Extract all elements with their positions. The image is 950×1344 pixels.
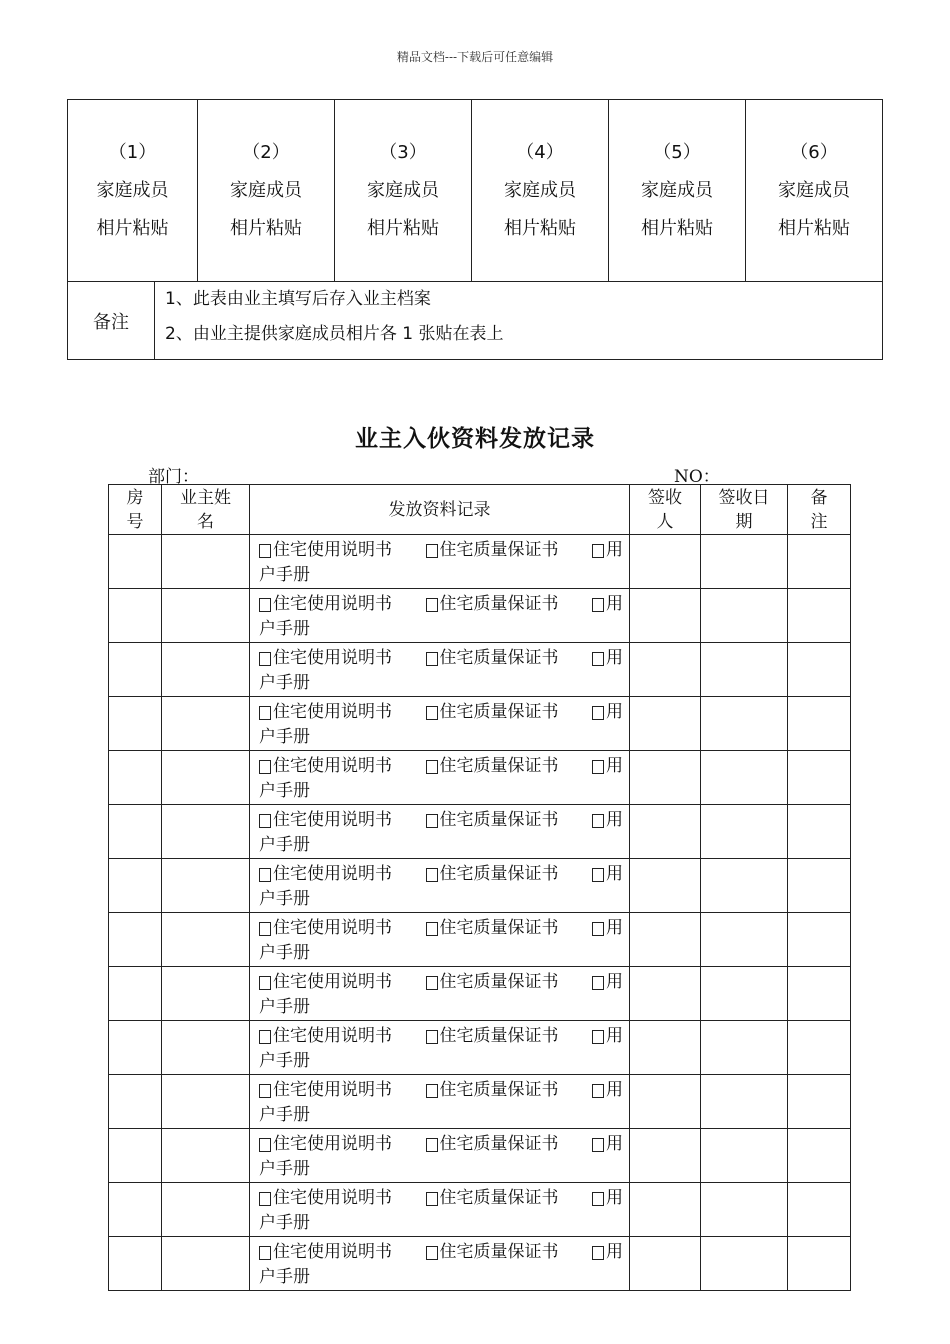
option-label: 住宅质量保证书 (439, 972, 559, 992)
option-handbook[interactable] (592, 700, 623, 725)
table-row (109, 805, 851, 859)
option-label: 用 (606, 810, 623, 830)
signer-cell[interactable] (630, 1237, 701, 1291)
photo-cell-line2: 相片粘贴 (96, 218, 169, 239)
checkbox-icon[interactable] (426, 1246, 438, 1260)
option-warranty[interactable] (426, 808, 559, 833)
issued-materials-cell (250, 967, 630, 1021)
signer-cell[interactable] (630, 1183, 701, 1237)
checkbox-icon[interactable] (259, 760, 271, 774)
signer-cell[interactable] (630, 1129, 701, 1183)
option-label-continued: 户手册 (259, 673, 310, 693)
option-warranty[interactable] (426, 1024, 559, 1049)
checkbox-icon[interactable] (426, 706, 438, 720)
option-label: 住宅质量保证书 (439, 864, 559, 884)
issued-materials-cell (250, 751, 630, 805)
signer-cell[interactable] (630, 589, 701, 643)
remark-cell[interactable] (788, 643, 851, 697)
records-body (109, 535, 851, 1291)
room-number-cell[interactable] (109, 589, 162, 643)
column-header-line2: 期 (735, 511, 753, 532)
option-label: 用 (606, 1134, 623, 1154)
checkbox-icon[interactable] (426, 544, 438, 558)
remark-line-1: 1、此表由业主填写后存入业主档案 (165, 289, 431, 309)
column-header-1 (109, 485, 162, 535)
remark-content (155, 282, 883, 360)
room-number-cell[interactable] (109, 913, 162, 967)
option-warranty[interactable] (426, 1240, 559, 1265)
option-label-continued: 户手册 (259, 1213, 310, 1233)
issued-materials-cell (250, 1129, 630, 1183)
photo-cell-line1: 家庭成员 (230, 180, 302, 201)
option-warranty[interactable] (426, 1078, 559, 1103)
room-number-cell[interactable] (109, 751, 162, 805)
option-label: 住宅使用说明书 (273, 1080, 392, 1100)
option-manual[interactable] (259, 1024, 392, 1049)
sign-date-cell[interactable] (701, 1075, 788, 1129)
column-header-line1: 签收 (648, 487, 682, 508)
owner-name-cell[interactable] (162, 1183, 250, 1237)
remark-cell[interactable] (788, 967, 851, 1021)
room-number-cell[interactable] (109, 535, 162, 589)
photo-cell-line1: 家庭成员 (778, 180, 850, 201)
option-handbook[interactable] (592, 592, 623, 617)
option-handbook[interactable] (592, 646, 623, 671)
option-label: 住宅使用说明书 (273, 810, 392, 830)
department-label: 部门： (148, 467, 199, 487)
checkbox-icon[interactable] (592, 706, 604, 720)
option-label: 住宅质量保证书 (439, 702, 559, 722)
photo-cell-2 (198, 100, 335, 282)
form-title: 业主入伙资料发放记录 (355, 426, 595, 452)
option-warranty[interactable] (426, 754, 559, 779)
table-row (109, 535, 851, 589)
checkbox-icon[interactable] (426, 1084, 438, 1098)
photo-row (68, 100, 883, 282)
column-header-line2: 注 (810, 511, 828, 532)
table-row (109, 967, 851, 1021)
issued-materials-cell (250, 805, 630, 859)
sign-date-cell[interactable] (701, 859, 788, 913)
option-handbook[interactable] (592, 1024, 623, 1049)
owner-name-cell[interactable] (162, 913, 250, 967)
option-label: 住宅质量保证书 (439, 1026, 559, 1046)
photo-cell-1 (68, 100, 198, 282)
sign-date-cell[interactable] (701, 589, 788, 643)
option-label: 用 (606, 594, 623, 614)
room-number-cell[interactable] (109, 643, 162, 697)
room-number-cell[interactable] (109, 697, 162, 751)
issued-materials-cell (250, 1237, 630, 1291)
number-label: NO： (674, 467, 720, 487)
option-label-continued: 户手册 (259, 619, 310, 639)
option-warranty[interactable] (426, 700, 559, 725)
sign-date-cell[interactable] (701, 1237, 788, 1291)
checkbox-icon[interactable] (259, 652, 271, 666)
table-row (109, 697, 851, 751)
column-header-line1: 发放资料记录 (388, 499, 491, 520)
option-label: 用 (606, 1080, 623, 1100)
photo-cell-line1: 家庭成员 (367, 180, 439, 201)
option-label: 住宅质量保证书 (439, 1080, 559, 1100)
checkbox-icon[interactable] (592, 652, 604, 666)
remark-cell[interactable] (788, 1183, 851, 1237)
column-header-line1: 业主姓 (180, 487, 231, 508)
table-row (109, 751, 851, 805)
option-handbook[interactable] (592, 538, 623, 563)
photo-cell-line1: 家庭成员 (96, 180, 169, 201)
issued-materials-cell (250, 1021, 630, 1075)
page-header: 精品文档---下载后可任意编辑 (396, 50, 554, 64)
owner-name-cell[interactable] (162, 643, 250, 697)
table-row (109, 913, 851, 967)
option-label: 住宅质量保证书 (439, 594, 559, 614)
records-table (108, 484, 851, 1291)
option-label: 住宅质量保证书 (439, 1242, 559, 1262)
signer-cell[interactable] (630, 643, 701, 697)
owner-name-cell[interactable] (162, 535, 250, 589)
option-handbook[interactable] (592, 1078, 623, 1103)
photo-cell-number: （3） (379, 142, 427, 163)
checkbox-icon[interactable] (426, 976, 438, 990)
checkbox-icon[interactable] (259, 814, 271, 828)
checkbox-icon[interactable] (426, 922, 438, 936)
photo-cell-5 (609, 100, 746, 282)
sign-date-cell[interactable] (701, 1183, 788, 1237)
issued-materials-cell (250, 697, 630, 751)
table-row (109, 1021, 851, 1075)
owner-name-cell[interactable] (162, 751, 250, 805)
remark-cell[interactable] (788, 751, 851, 805)
issued-materials-cell (250, 643, 630, 697)
remark-cell[interactable] (788, 1237, 851, 1291)
table-row (109, 589, 851, 643)
checkbox-icon[interactable] (259, 706, 271, 720)
checkbox-icon[interactable] (426, 760, 438, 774)
photo-cell-line1: 家庭成员 (504, 180, 576, 201)
option-label: 用 (606, 702, 623, 722)
option-label: 住宅质量保证书 (439, 1188, 559, 1208)
room-number-cell[interactable] (109, 1075, 162, 1129)
option-label: 用 (606, 756, 623, 776)
checkbox-icon[interactable] (259, 598, 271, 612)
signer-cell[interactable] (630, 697, 701, 751)
option-label: 住宅质量保证书 (439, 648, 559, 668)
checkbox-icon[interactable] (259, 1138, 271, 1152)
owner-name-cell[interactable] (162, 967, 250, 1021)
sign-date-cell[interactable] (701, 643, 788, 697)
checkbox-icon[interactable] (259, 976, 271, 990)
checkbox-icon[interactable] (592, 868, 604, 882)
option-label-continued: 户手册 (259, 835, 310, 855)
owner-name-cell[interactable] (162, 1075, 250, 1129)
column-header-3 (250, 485, 630, 535)
option-label: 用 (606, 864, 623, 884)
option-manual[interactable] (259, 808, 392, 833)
option-label: 用 (606, 540, 623, 560)
option-handbook[interactable] (592, 1240, 623, 1265)
option-label: 住宅使用说明书 (273, 972, 392, 992)
option-label: 用 (606, 918, 623, 938)
remark-cell[interactable] (788, 805, 851, 859)
signer-cell[interactable] (630, 1021, 701, 1075)
checkbox-icon[interactable] (592, 1192, 604, 1206)
checkbox-icon[interactable] (426, 1138, 438, 1152)
signer-cell[interactable] (630, 535, 701, 589)
remark-cell[interactable] (788, 1021, 851, 1075)
remark-line-2: 2、由业主提供家庭成员相片各 1 张贴在表上 (165, 324, 504, 344)
option-manual[interactable] (259, 970, 392, 995)
option-label-continued: 户手册 (259, 1159, 310, 1179)
sign-date-cell[interactable] (701, 535, 788, 589)
photo-cell-line2: 相片粘贴 (367, 218, 439, 239)
checkbox-icon[interactable] (426, 1030, 438, 1044)
sign-date-cell[interactable] (701, 1129, 788, 1183)
option-handbook[interactable] (592, 1132, 623, 1157)
owner-name-cell[interactable] (162, 805, 250, 859)
option-label: 用 (606, 972, 623, 992)
option-handbook[interactable] (592, 862, 623, 887)
room-number-cell[interactable] (109, 1021, 162, 1075)
option-manual[interactable] (259, 1078, 392, 1103)
sign-date-cell[interactable] (701, 1021, 788, 1075)
checkbox-icon[interactable] (259, 1246, 271, 1260)
checkbox-icon[interactable] (426, 598, 438, 612)
option-label: 住宅使用说明书 (273, 756, 392, 776)
photo-cell-number: （2） (242, 142, 290, 163)
option-label: 住宅质量保证书 (439, 918, 559, 938)
option-handbook[interactable] (592, 808, 623, 833)
table-row (109, 643, 851, 697)
option-label: 住宅使用说明书 (273, 702, 392, 722)
option-manual[interactable] (259, 538, 392, 563)
sign-date-cell[interactable] (701, 697, 788, 751)
photo-cell-number: （4） (516, 142, 564, 163)
option-label-continued: 户手册 (259, 727, 310, 747)
owner-name-cell[interactable] (162, 1021, 250, 1075)
issued-materials-cell (250, 1075, 630, 1129)
option-warranty[interactable] (426, 538, 559, 563)
option-warranty[interactable] (426, 646, 559, 671)
checkbox-icon[interactable] (259, 868, 271, 882)
checkbox-icon[interactable] (259, 1192, 271, 1206)
signer-cell[interactable] (630, 805, 701, 859)
column-header-line2: 号 (126, 511, 144, 532)
checkbox-icon[interactable] (426, 814, 438, 828)
issued-materials-cell (250, 859, 630, 913)
checkbox-icon[interactable] (259, 1030, 271, 1044)
checkbox-icon[interactable] (426, 652, 438, 666)
option-label-continued: 户手册 (259, 781, 310, 801)
photo-cell-line2: 相片粘贴 (504, 218, 576, 239)
room-number-cell[interactable] (109, 805, 162, 859)
signer-cell[interactable] (630, 967, 701, 1021)
checkbox-icon[interactable] (592, 544, 604, 558)
sign-date-cell[interactable] (701, 805, 788, 859)
option-label: 用 (606, 1242, 623, 1262)
sign-date-cell[interactable] (701, 967, 788, 1021)
checkbox-icon[interactable] (426, 1192, 438, 1206)
checkbox-icon[interactable] (592, 814, 604, 828)
owner-name-cell[interactable] (162, 1129, 250, 1183)
column-header-6 (788, 485, 851, 535)
option-manual[interactable] (259, 592, 392, 617)
checkbox-icon[interactable] (592, 1030, 604, 1044)
photo-cell-number: （5） (653, 142, 701, 163)
photo-cell-line1: 家庭成员 (641, 180, 713, 201)
remark-cell[interactable] (788, 1129, 851, 1183)
checkbox-icon[interactable] (592, 1084, 604, 1098)
issued-materials-cell (250, 1183, 630, 1237)
signer-cell[interactable] (630, 1075, 701, 1129)
signer-cell[interactable] (630, 859, 701, 913)
room-number-cell[interactable] (109, 859, 162, 913)
option-warranty[interactable] (426, 916, 559, 941)
column-header-line2: 人 (656, 511, 674, 532)
option-manual[interactable] (259, 916, 392, 941)
option-handbook[interactable] (592, 1186, 623, 1211)
column-header-line1: 房 (126, 487, 144, 508)
photo-cell-line2: 相片粘贴 (641, 218, 713, 239)
column-header-5 (701, 485, 788, 535)
room-number-cell[interactable] (109, 1237, 162, 1291)
option-label: 住宅使用说明书 (273, 864, 392, 884)
option-label: 住宅使用说明书 (273, 1188, 392, 1208)
option-warranty[interactable] (426, 592, 559, 617)
option-label: 住宅使用说明书 (273, 1134, 392, 1154)
room-number-cell[interactable] (109, 1183, 162, 1237)
option-label: 住宅使用说明书 (273, 1026, 392, 1046)
option-label-continued: 户手册 (259, 889, 310, 909)
column-header-2 (162, 485, 250, 535)
photo-cell-line2: 相片粘贴 (230, 218, 302, 239)
option-label: 住宅使用说明书 (273, 540, 392, 560)
table-row (109, 1075, 851, 1129)
option-handbook[interactable] (592, 754, 623, 779)
option-label: 住宅使用说明书 (273, 648, 392, 668)
photo-cell-6 (746, 100, 883, 282)
family-photo-table (67, 99, 883, 360)
photo-cell-number: （6） (790, 142, 838, 163)
option-warranty[interactable] (426, 1186, 559, 1211)
option-manual[interactable] (259, 646, 392, 671)
option-label: 住宅质量保证书 (439, 1134, 559, 1154)
room-number-cell[interactable] (109, 1129, 162, 1183)
checkbox-icon[interactable] (592, 976, 604, 990)
column-header-line2: 名 (197, 511, 214, 532)
remark-cell[interactable] (788, 1075, 851, 1129)
table-row (109, 1129, 851, 1183)
option-handbook[interactable] (592, 916, 623, 941)
option-label-continued: 户手册 (259, 997, 310, 1017)
option-label-continued: 户手册 (259, 565, 310, 585)
room-number-cell[interactable] (109, 967, 162, 1021)
option-label: 用 (606, 648, 623, 668)
owner-name-cell[interactable] (162, 859, 250, 913)
records-header-row (109, 485, 851, 535)
checkbox-icon[interactable] (592, 760, 604, 774)
option-label: 住宅质量保证书 (439, 540, 559, 560)
option-manual[interactable] (259, 754, 392, 779)
option-warranty[interactable] (426, 862, 559, 887)
option-label: 用 (606, 1188, 623, 1208)
photo-cell-4 (472, 100, 609, 282)
option-label: 住宅质量保证书 (439, 810, 559, 830)
column-header-4 (630, 485, 701, 535)
option-label-continued: 户手册 (259, 1267, 310, 1287)
checkbox-icon[interactable] (592, 1138, 604, 1152)
sign-date-cell[interactable] (701, 913, 788, 967)
photo-cell-line2: 相片粘贴 (778, 218, 850, 239)
checkbox-icon[interactable] (259, 1084, 271, 1098)
option-manual[interactable] (259, 862, 392, 887)
remark-row (68, 282, 883, 360)
owner-name-cell[interactable] (162, 589, 250, 643)
column-header-line1: 备 (810, 487, 828, 508)
checkbox-icon[interactable] (592, 598, 604, 612)
column-header-line1: 签收日 (718, 487, 770, 508)
issued-materials-cell (250, 535, 630, 589)
owner-name-cell[interactable] (162, 697, 250, 751)
option-label: 住宅使用说明书 (273, 594, 392, 614)
photo-cell-3 (335, 100, 472, 282)
remark-cell[interactable] (788, 913, 851, 967)
photo-cell-number: （1） (108, 142, 157, 163)
signer-cell[interactable] (630, 913, 701, 967)
option-manual[interactable] (259, 1186, 392, 1211)
option-warranty[interactable] (426, 1132, 559, 1157)
signer-cell[interactable] (630, 751, 701, 805)
checkbox-icon[interactable] (259, 922, 271, 936)
option-manual[interactable] (259, 1240, 392, 1265)
option-label-continued: 户手册 (259, 1105, 310, 1125)
remark-label: 备注 (68, 282, 155, 360)
table-row (109, 859, 851, 913)
remark-cell[interactable] (788, 535, 851, 589)
option-handbook[interactable] (592, 970, 623, 995)
checkbox-icon[interactable] (426, 868, 438, 882)
remark-cell[interactable] (788, 589, 851, 643)
option-warranty[interactable] (426, 970, 559, 995)
issued-materials-cell (250, 913, 630, 967)
issued-materials-cell (250, 589, 630, 643)
option-label: 住宅质量保证书 (439, 756, 559, 776)
table-row (109, 1237, 851, 1291)
remark-cell[interactable] (788, 859, 851, 913)
option-label: 用 (606, 1026, 623, 1046)
option-manual[interactable] (259, 1132, 392, 1157)
owner-name-cell[interactable] (162, 1237, 250, 1291)
table-row (109, 1183, 851, 1237)
sign-date-cell[interactable] (701, 751, 788, 805)
option-label-continued: 户手册 (259, 943, 310, 963)
remark-cell[interactable] (788, 697, 851, 751)
checkbox-icon[interactable] (259, 544, 271, 558)
option-label: 住宅使用说明书 (273, 918, 392, 938)
option-label: 住宅使用说明书 (273, 1242, 392, 1262)
checkbox-icon[interactable] (592, 922, 604, 936)
option-label-continued: 户手册 (259, 1051, 310, 1071)
checkbox-icon[interactable] (592, 1246, 604, 1260)
option-manual[interactable] (259, 700, 392, 725)
